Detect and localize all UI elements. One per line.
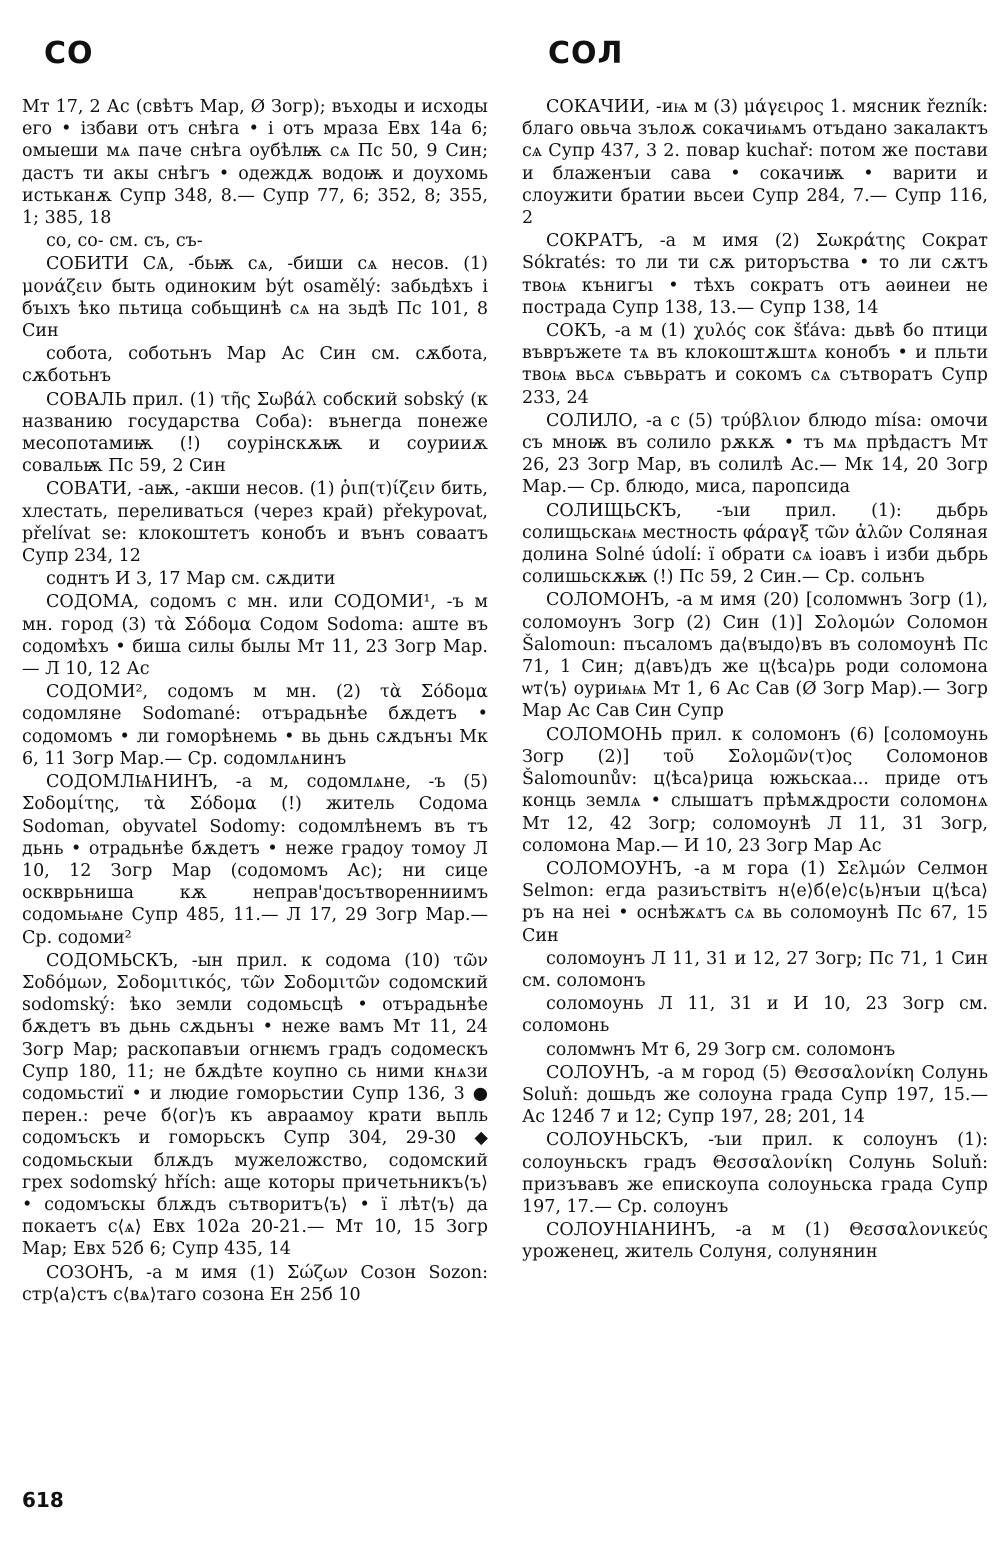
- dictionary-entry: соломоунъ Л 11, 31 и 12, 27 Зогр; Пс 71, 1 Син см. соломонъ: [522, 948, 988, 991]
- dictionary-entry: СОБИТИ СѦ, -бьѭ сѧ, -биши сѧ несов. (1) μονάζειν быть одиноким být osamělý: забьдѣхъ і бъıхъ ѣко пьтица собьщинѣ сѧ на зьдѣ Пс 101, 8 Син: [22, 254, 488, 342]
- dictionary-entry: СОВАЛЬ прил. (1) τῆς Σωβάλ собский sobský (к названию государства Соба): вънегда понеже месопотамиѭ (!) соурінскѫѭ и соурииѫ совальѭ Пс 59, 2 Син: [22, 389, 488, 477]
- dictionary-entry: СОДОМЬСКЪ, -ын прил. к содома (10) τῶν Σοδόμων, Σοδομιτικός, τῶν Σοδομιτῶν содомский sodomský: ѣко земли содомьсцѣ • отърадьнѣе бѫдетъ въ дьнь сѫдьнъı • неже вамъ Мт 11, 24 Зогр Мар; раскопавъıи огнѥмъ градъ содомескъ Супр 180, 11; не бѫдѣте коупно сь ними кнѧзи содомьстиї • и людие гоморьстии Супр 136, 3 ● перен.: рече б⟨ог⟩ъ къ авраамоу крати вьпль содомъскъ и гоморьскъ Супр 304, 29-30 ◆ содомьскыи блѫдъ мужеложство, содомский грех sodomský hřích: аще которы причетьникъ⟨ъ⟩ • содомъскы блѫдъ сътворитъ⟨ъ⟩ • ї лѣт⟨ъ⟩ да покаетъ с⟨ѧ⟩ Евх 102а 20-21.— Мт 10, 15 Зогр Мар; Евх 52б 6; Супр 435, 14: [22, 950, 488, 1260]
- running-head-right: СОЛ: [548, 36, 624, 71]
- dictionary-entry: СОЛОУНЬСКЪ, -ъıи прил. к солоунъ (1): солоуньскъ градъ Θεσσαλονίκη Солунь Soluň: призъвавъ же епискоупа солоуньска града Супр 197, 17.— Ср. солоунъ: [522, 1130, 988, 1217]
- page-number: 618: [22, 1488, 64, 1512]
- dictionary-entry: СОКЪ, -а м (1) χυλός сок šťáva: дьвѣ бо птици въвръжете тѧ въ клокоштѫштѧ конобъ • и пльти твоѩ вьсѧ съвьратъ и сокомъ сѧ сътворатъ Супр 233, 24: [522, 321, 988, 408]
- running-head-left: СО: [44, 36, 94, 71]
- dictionary-entry: СОЛОМОНЬ прил. к соломонъ (6) [соломоунь Зогр (2)] τοῦ Σολομῶν(τ)ος Соломонов Šalomounův: ц⟨ѣса⟩рица южьскаа... приде отъ конць землѧ • слышатъ прѣмѫдрости соломонѧ Мт 12, 42 Зогр; соломоунѣ Л 11, 31 Зогр, соломона Мар.— И 10, 23 Зогр Мар Ас: [522, 724, 988, 856]
- right-column: [522, 96, 988, 1265]
- dictionary-entry: СОДОМЛѨНИНЪ, -а м, содомлѧне, -ъ (5) Σοδομίτης, τὰ Σόδομα (!) житель Содома Sodoman, obyvatel Sodomy: содомлѣнемъ въ тъ дьнь • отрадьнѣе бѫдетъ • неже градоу томоу Л 10, 12 Зогр Мар (содомомъ Ас); ни сице оскврьниша кѫ неправ'досътворенниимъ содомьѩне Супр 485, 11.— Л 17, 29 Зогр Мар.— Ср. содоми²: [22, 772, 488, 948]
- dictionary-entry: СОДОМИ², содомъ м мн. (2) τὰ Σόδομα содомляне Sodomané: отърадьнѣе бѫдетъ • содомомъ • ли гоморѣнемь • вь дьнь сѫдънъı Мк 6, 11 Зогр Мар.— Ср. содомлѧнинъ: [22, 682, 488, 769]
- dictionary-entry: соломоунь Л 11, 31 и И 10, 23 Зогр см. соломонь: [522, 994, 988, 1037]
- dictionary-entry: СОДОМА, содомъ с мн. или СОДОМИ¹, -ъ м мн. город (3) τὰ Σόδομα Содом Sodoma: аште въ содомѣхъ • биша силы былы Мт 11, 23 Зогр Мар.— Л 10, 12 Ас: [22, 592, 488, 680]
- dictionary-entry: соломѡнъ Мт 6, 29 Зогр см. соломонъ: [546, 1039, 896, 1060]
- dictionary-entry: СОЛОМОУНЪ, -а м гора (1) Σελμών Селмон Selmon: егда разиъствітъ н⟨е⟩б⟨е⟩с⟨ь⟩нъıи ц⟨ѣса⟩ръ на неі • оснѣжѧтъ сѧ вь соломоунѣ Пс 67, 15 Син: [522, 858, 988, 946]
- dictionary-entry: СОЛИЩЬСКЪ, -ъıи прил. (1): дьбрь солищьскаѩ местность φάραγξ τῶν ἁλῶν Соляная долина Solné údolí: ї обрати сѧ іоавъ і изби дьбрь солишьскѫѭ (!) Пс 59, 2 Син.— Ср. сольнъ: [522, 500, 988, 588]
- dictionary-entry: Мт 17, 2 Ас (свѣтъ Мар, Ø Зогр); въходы и исходы его • ізбави отъ снѣга • і отъ мраза Евх 14а 6; омыеши мѧ паче снѣга оубѣлѭ сѧ Пс 50, 9 Син; дастъ ти акы снѣгъ • одеждѫ водоѭ и доухомь истьканѫ Супр 348, 8.— Супр 77, 6; 352, 8; 355, 1; 385, 18: [22, 97, 488, 229]
- dictionary-entry: соднтъ И 3, 17 Мар см. сѫдити: [46, 569, 336, 590]
- dictionary-entry: СОЗОНЪ, -а м имя (1) Σώζων Созон Sozon: стр⟨а⟩стъ с⟨вѧ⟩таго созона Ен 25б 10: [22, 1262, 488, 1305]
- dictionary-entry: СОКАЧИИ, -иѩ м (3) μάγειρος 1. мясник řezník: благо овьча зълоѫ сокачиѩмъ отъдано закалактъ сѧ Супр 437, 3 2. повар kuchař: потом же постави и блаженъıи сава • сокачиѭ • варити и слоужити братии вьсеи Супр 284, 7.— Супр 116, 2: [522, 97, 988, 229]
- left-column: [22, 96, 488, 1307]
- dictionary-entry: СОЛИЛО, -а с (5) τρύβλιον блюдо mísa: омочи съ мноѭ въ солило рѫкѫ • тъ мѧ прѣдастъ Мт 26, 23 Зогр Мар, въ солилѣ Ас.— Мк 14, 20 Зогр Мар.— Ср. блюдо, миса, паропсида: [522, 410, 988, 498]
- dictionary-entry: со, со- см. съ, съ-: [46, 231, 203, 252]
- dictionary-entry: СОЛОУНЪ, -а м город (5) Θεσσαλονίκη Солунь Soluň: дошьдъ же солоуна града Супр 197, 15.— Ас 124б 7 и 12; Супр 197, 28; 201, 14: [522, 1062, 988, 1128]
- dictionary-entry: СОВАТИ, -аѭ, -акши несов. (1) ῥιπ(τ)ίζειν бить, хлестать, переливаться (через край) překypovat, přelívat se: клокоштетъ конобъ и вънъ соваатъ Супр 234, 12: [22, 479, 488, 567]
- dictionary-entry: СОЛОМОНЪ, -а м имя (20) [соломѡнъ Зогр (1), соломоунъ Зогр (2) Син (1)] Σολομών Соломон Šalomoun: пъсаломъ да⟨вꙑдо⟩въ въ соломоунѣ Пс 71, 1 Син; д⟨авъ⟩дъ же ц⟨ѣса⟩рь роди соломона ѡт⟨ъ⟩ оуриѩѩ Мт 1, 6 Ас Сав (Ø Зогр Мар).— Зогр Мар Ас Сав Син Супр: [522, 590, 988, 722]
- dictionary-entry: собота, соботьнъ Мар Ас Син см. сѫбота, сѫботьнъ: [22, 344, 488, 387]
- dictionary-entry: СОЛОУНІАНИНЪ, -а м (1) Θεσσαλονικεύς уроженец, житель Солуня, солунянин: [522, 1220, 988, 1263]
- dictionary-entry: СОКРАТЪ, -а м имя (2) Σωκράτης Сократ Sókratés: то ли ти сѫ риторъства • то ли сѫтъ твоѩ кънигъı • тѣхъ сократъ отъ аѳинеи не пострада Супр 138, 13.— Супр 138, 14: [522, 231, 988, 318]
